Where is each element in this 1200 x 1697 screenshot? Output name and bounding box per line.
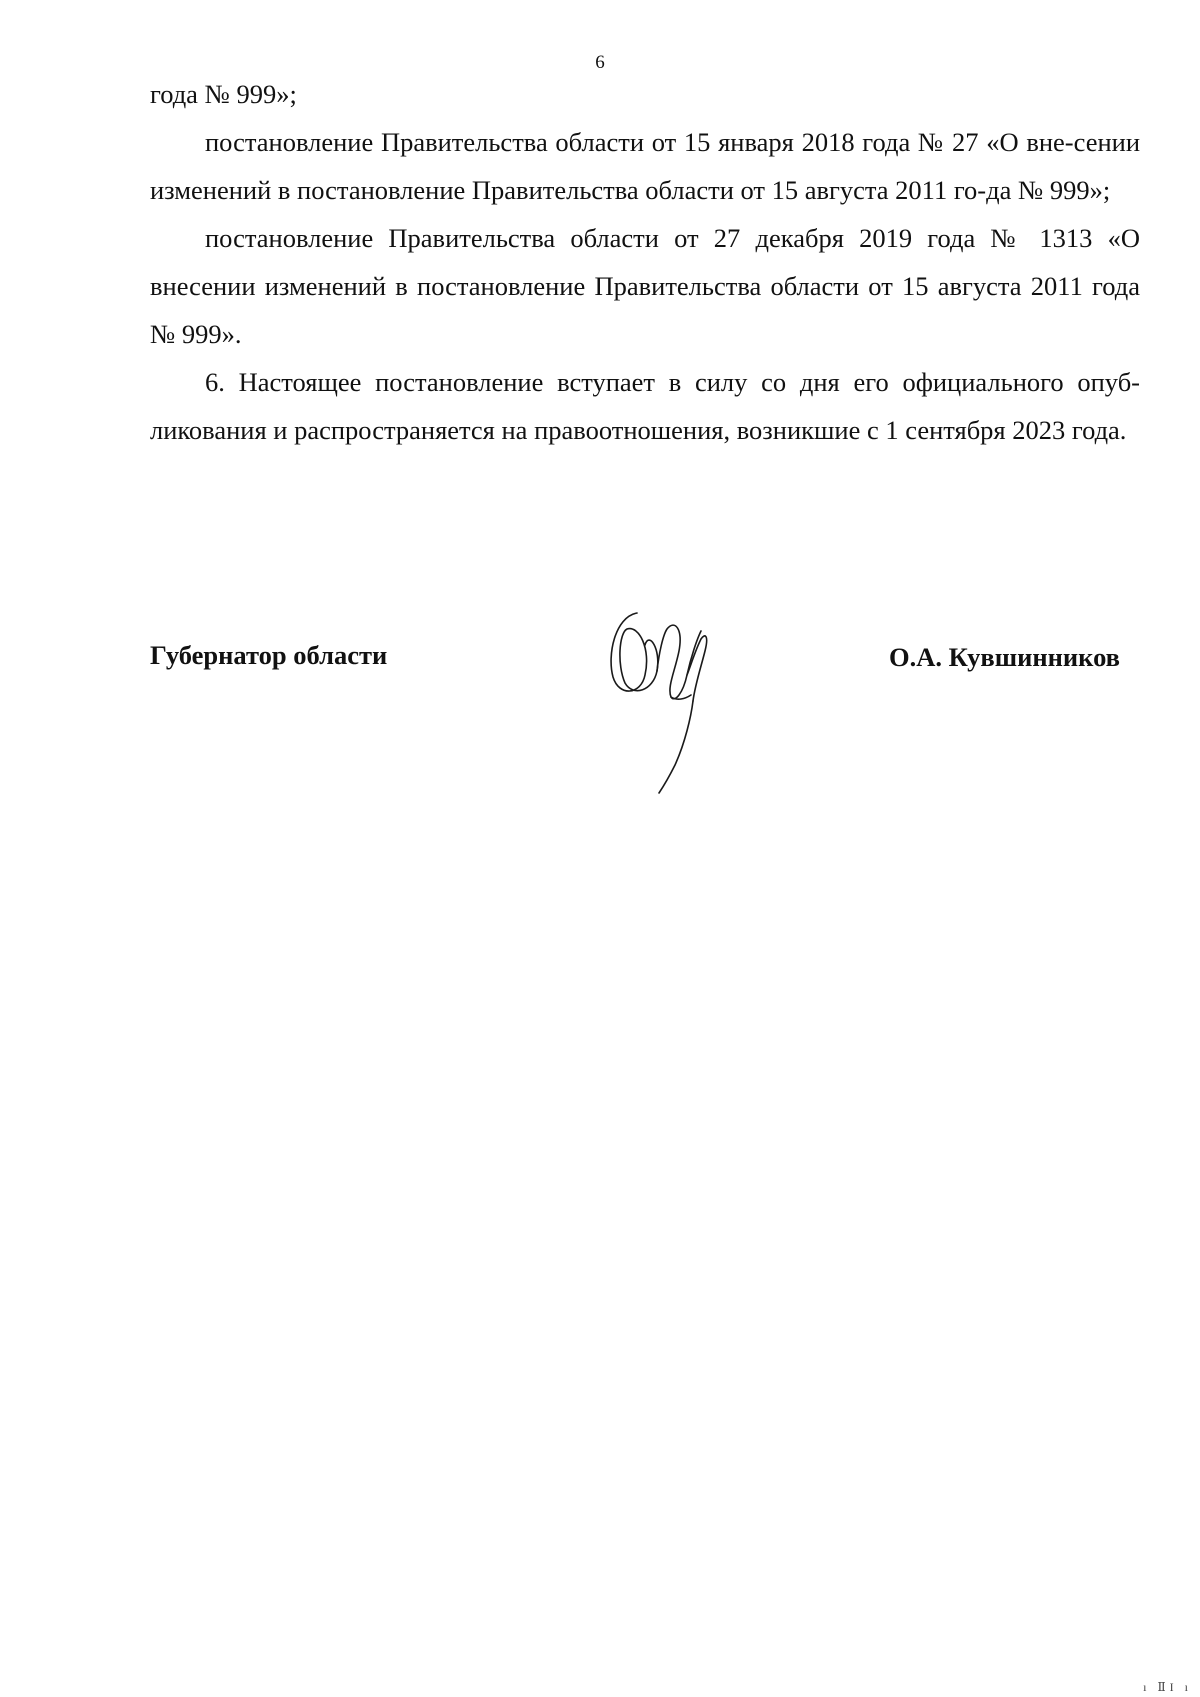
paragraph-resolution-2019: постановление Правительства области от 27 декабря 2019 года № 1313 «О внесении изменений в постановление Правительства области от 15 августа 2011 года № 999». [150,223,1140,349]
paragraph-resolution-2018: постановление Правительства области от 15 января 2018 года № 27 «О вне-сении изменений в постановление Правительства области от 15 августа 2011 го-да № 999»; [150,127,1140,205]
handwritten-signature [605,605,735,795]
paragraph-continuation: года № 999»; [150,79,297,109]
document-body [150,70,1140,454]
scan-corner-mark: ı ⅡI ı [1143,1680,1192,1694]
paragraph-effective-date: 6. Настоящее постановление вступает в силу со дня его официального опуб-ликования и распространяется на правоотношения, возникшие с 1 сентября 2023 года. [150,367,1140,445]
page-number: 6 [595,52,605,73]
signatory-title: Губернатор области [150,640,388,670]
signatory-name: О.А. Кувшинников [888,642,1120,672]
